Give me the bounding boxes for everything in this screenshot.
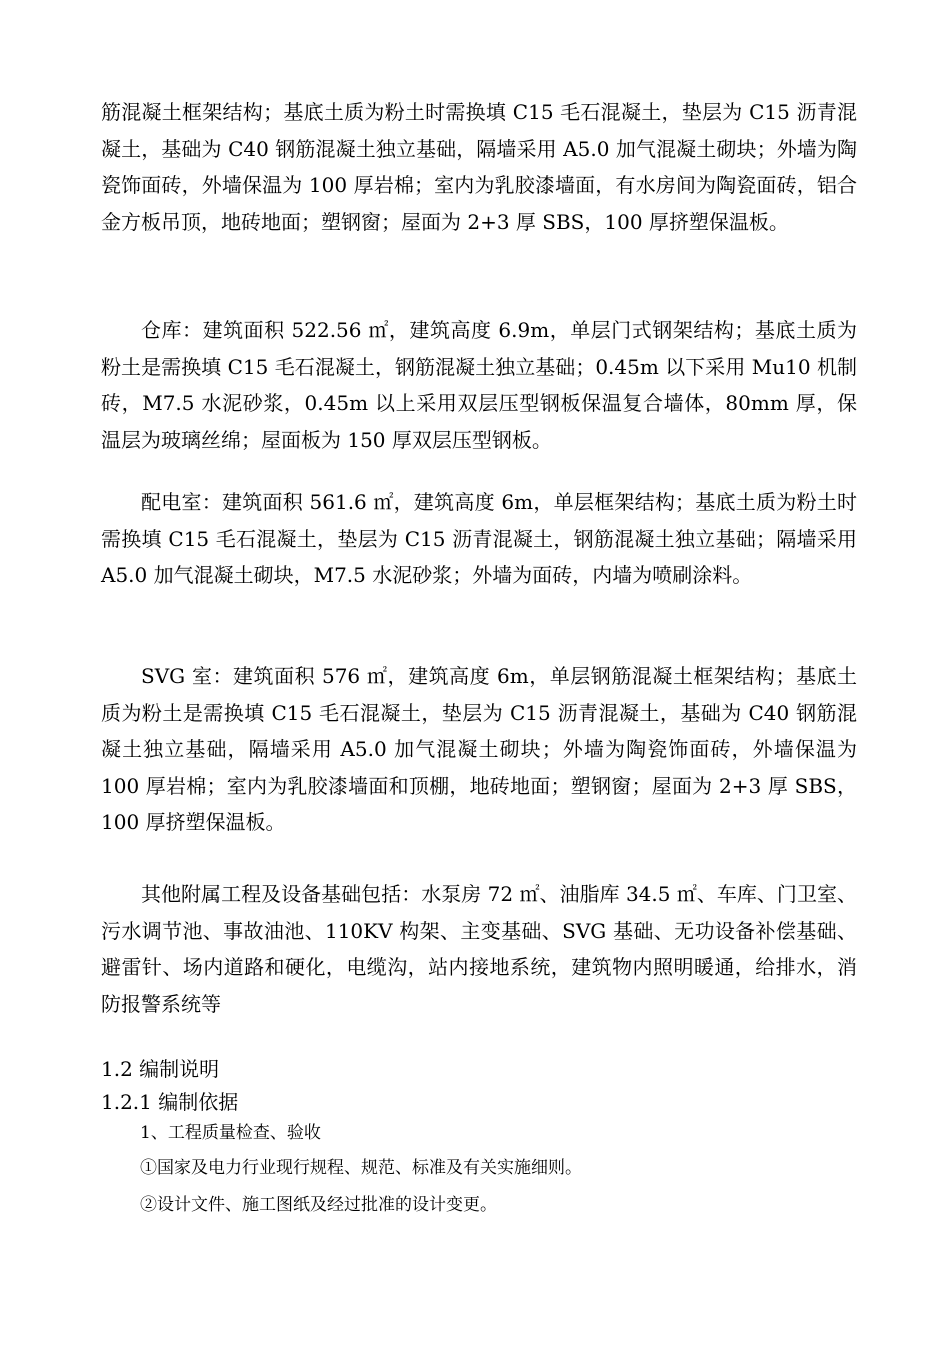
- section-heading-1-2-1: 1.2.1 编制依据: [101, 1090, 239, 1114]
- paragraph-svg-room: SVG 室：建筑面积 576 ㎡，建筑高度 6m，单层钢筋混凝土框架结构；基底土质为粉土是需换填 C15 毛石混凝土，垫层为 C15 沥青混凝土，基础为 C40 钢筋混凝土独立基础，隔墙采用 A5.0 加气混凝土砌块；外墙为陶瓷饰面砖，外墙保温为 100 厚岩棉；室内为乳胶漆墙面和顶棚，地砖地面；塑钢窗；屋面为 2+3 厚 SBS，100 厚挤塑保温板。: [101, 664, 857, 834]
- list-item-national-standards: ①国家及电力行业现行规程、规范、标准及有关实施细则。: [140, 1158, 582, 1178]
- paragraph-other-facilities: 其他附属工程及设备基础包括：水泵房 72 ㎡、油脂库 34.5 ㎡、车库、门卫室、污水调节池、事故油池、110KV 构架、主变基础、SVG 基础、无功设备补偿基础、避雷针、场内道路和硬化，电缆沟，站内接地系统，建筑物内照明暖通，给排水，消防报警系统等: [101, 882, 857, 1016]
- paragraph-intro: 筋混凝土框架结构；基底土质为粉土时需换填 C15 毛石混凝土，垫层为 C15 沥青混凝土，基础为 C40 钢筋混凝土独立基础，隔墙采用 A5.0 加气混凝土砌块；外墙为陶瓷饰面砖，外墙保温为 100 厚岩棉；室内为乳胶漆墙面，有水房间为陶瓷面砖，铝合金方板吊顶，地砖地面；塑钢窗；屋面为 2+3 厚 SBS，100 厚挤塑保温板。: [101, 100, 857, 234]
- section-heading-1-2: 1.2 编制说明: [101, 1057, 220, 1081]
- paragraph-power-room: 配电室：建筑面积 561.6 ㎡，建筑高度 6m，单层框架结构；基底土质为粉土时需换填 C15 毛石混凝土，垫层为 C15 沥青混凝土，钢筋混凝土独立基础；隔墙采用 A5.0 加气混凝土砌块，M7.5 水泥砂浆；外墙为面砖，内墙为喷刷涂料。: [101, 490, 857, 587]
- list-item-quality-inspection: 1、工程质量检查、验收: [140, 1123, 321, 1143]
- paragraph-warehouse: 仓库：建筑面积 522.56 ㎡，建筑高度 6.9m，单层门式钢架结构；基底土质为粉土是需换填 C15 毛石混凝土，钢筋混凝土独立基础；0.45m 以下采用 Mu10 机制砖，M7.5 水泥砂浆，0.45m 以上采用双层压型钢板保温复合墙体，80mm 厚，保温层为玻璃丝绵；屋面板为 150 厚双层压型钢板。: [101, 318, 857, 452]
- list-item-design-documents: ②设计文件、施工图纸及经过批准的设计变更。: [140, 1195, 497, 1215]
